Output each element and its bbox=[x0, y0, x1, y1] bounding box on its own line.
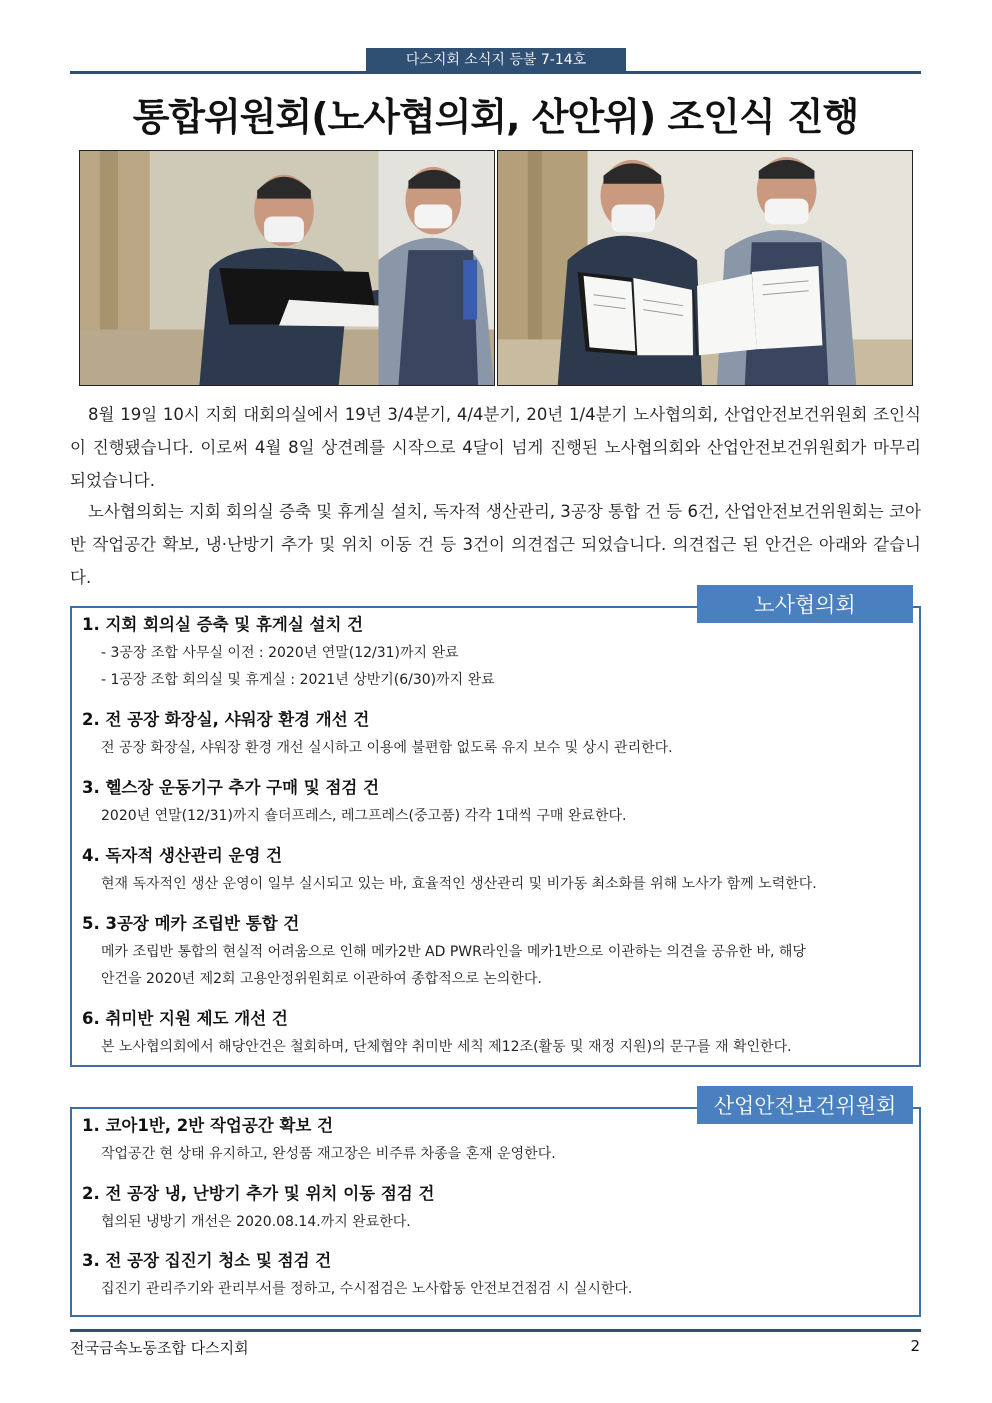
item-line: 집진기 관리주기와 관리부서를 정하고, 수시점검은 노사합동 안전보건점검 시 실시한다. bbox=[101, 1281, 633, 1297]
newsletter-issue-tab: 다스지회 소식지 등불 7-14호 bbox=[366, 48, 626, 72]
intro-paragraph-1 bbox=[70, 398, 921, 497]
item-title: 1. 코아1반, 2반 작업공간 확보 건 bbox=[82, 1116, 334, 1135]
intro-paragraph-1-text: 8월 19일 10시 지회 대회의실에서 19년 3/4분기, 4/4분기, 20년 1/4분기 노사협의회, 산업안전보건위원회 조인식이 진행됐습니다. 이로써 4월 8일 상견례를 시작으로 4달이 넘게 진행된 노사협의회와 산업안전보건위원회가 마무리 되었습니다. bbox=[70, 405, 921, 490]
labor-council-item-2 bbox=[82, 705, 907, 762]
item-line: - 3공장 조합 사무실 이전 : 2020년 연말(12/31)까지 완료 bbox=[101, 645, 459, 661]
item-line: 협의된 냉방기 개선은 2020.08.14.까지 완료한다. bbox=[101, 1214, 411, 1230]
item-line: 본 노사협의회에서 해당안건은 철회하며, 단체협약 취미반 세칙 제12조(활동 및 재정 지원)의 문구를 재 확인한다. bbox=[101, 1039, 792, 1055]
item-line: - 1공장 조합 회의실 및 휴게실 : 2021년 상반기(6/30)까지 완료 bbox=[101, 672, 495, 688]
header-divider bbox=[70, 71, 921, 74]
item-line: 안건을 2020년 제2회 고용안정위원회로 이관하여 종합적으로 논의한다. bbox=[101, 971, 542, 987]
item-line: 전 공장 화장실, 샤워장 환경 개선 실시하고 이용에 불편함 없도록 유지 보수 및 상시 관리한다. bbox=[101, 740, 673, 756]
safety-committee-label: 산업안전보건위원회 bbox=[697, 1086, 913, 1126]
item-line: 현재 독자적인 생산 운영이 일부 실시되고 있는 바, 효율적인 생산관리 및 비가동 최소화를 위해 노사가 함께 노력한다. bbox=[101, 876, 817, 892]
labor-council-section bbox=[70, 593, 921, 1067]
safety-committee-section bbox=[70, 1094, 921, 1317]
item-title: 2. 전 공장 화장실, 샤워장 환경 개선 건 bbox=[82, 710, 370, 729]
item-line: 2020년 연말(12/31)까지 숄더프레스, 레그프레스(중고품) 각각 1대씩 구매 완료한다. bbox=[101, 808, 627, 824]
labor-council-item-3 bbox=[82, 773, 907, 830]
footer-organization: 전국금속노동조합 다스지회 bbox=[70, 1339, 249, 1357]
item-title: 5. 3공장 메카 조립반 통합 건 bbox=[82, 914, 300, 933]
ceremony-photo-handover bbox=[79, 150, 495, 386]
footer-divider bbox=[70, 1329, 921, 1332]
item-title: 1. 지회 회의실 증축 및 휴게실 설치 건 bbox=[82, 615, 364, 634]
labor-council-label: 노사협의회 bbox=[697, 585, 913, 625]
item-title: 2. 전 공장 냉, 난방기 추가 및 위치 이동 점검 건 bbox=[82, 1184, 435, 1203]
page-number: 2 bbox=[910, 1337, 920, 1355]
labor-council-item-1 bbox=[82, 610, 907, 694]
item-title: 6. 취미반 지원 제도 개선 건 bbox=[82, 1009, 288, 1028]
labor-council-item-4 bbox=[82, 841, 907, 898]
item-title: 3. 전 공장 집진기 청소 및 점검 건 bbox=[82, 1251, 332, 1270]
safety-committee-item-2 bbox=[82, 1179, 907, 1236]
page-title: 통합위원회(노사협의회, 산안위) 조인식 진행 bbox=[132, 95, 859, 139]
safety-committee-item-3 bbox=[82, 1246, 907, 1303]
item-title: 3. 헬스장 운동기구 추가 구매 및 점검 건 bbox=[82, 778, 380, 797]
labor-council-item-5 bbox=[82, 909, 907, 993]
labor-council-item-6 bbox=[82, 1004, 907, 1061]
item-line: 메카 조립반 통합의 현실적 어려움으로 인해 메카2반 AD PWR라인을 메카1반으로 이관하는 의견을 공유한 바, 해당 bbox=[101, 944, 806, 960]
intro-paragraph-2 bbox=[70, 495, 921, 594]
item-title: 4. 독자적 생산관리 운영 건 bbox=[82, 846, 283, 865]
ceremony-photo-agreements bbox=[497, 150, 913, 386]
intro-paragraph-2-text: 노사협의회는 지회 회의실 증축 및 휴게실 설치, 독자적 생산관리, 3공장 통합 건 등 6건, 산업안전보건위원회는 코아반 작업공간 확보, 냉·난방기 추가 및 위치 이동 건 등 3건이 의견접근 되었습니다. 의견접근 된 안건은 아래와 같습니다. bbox=[70, 502, 921, 587]
safety-committee-item-1 bbox=[82, 1111, 907, 1168]
item-line: 작업공간 현 상태 유지하고, 완성품 재고장은 비주류 차종을 혼재 운영한다. bbox=[101, 1146, 556, 1162]
